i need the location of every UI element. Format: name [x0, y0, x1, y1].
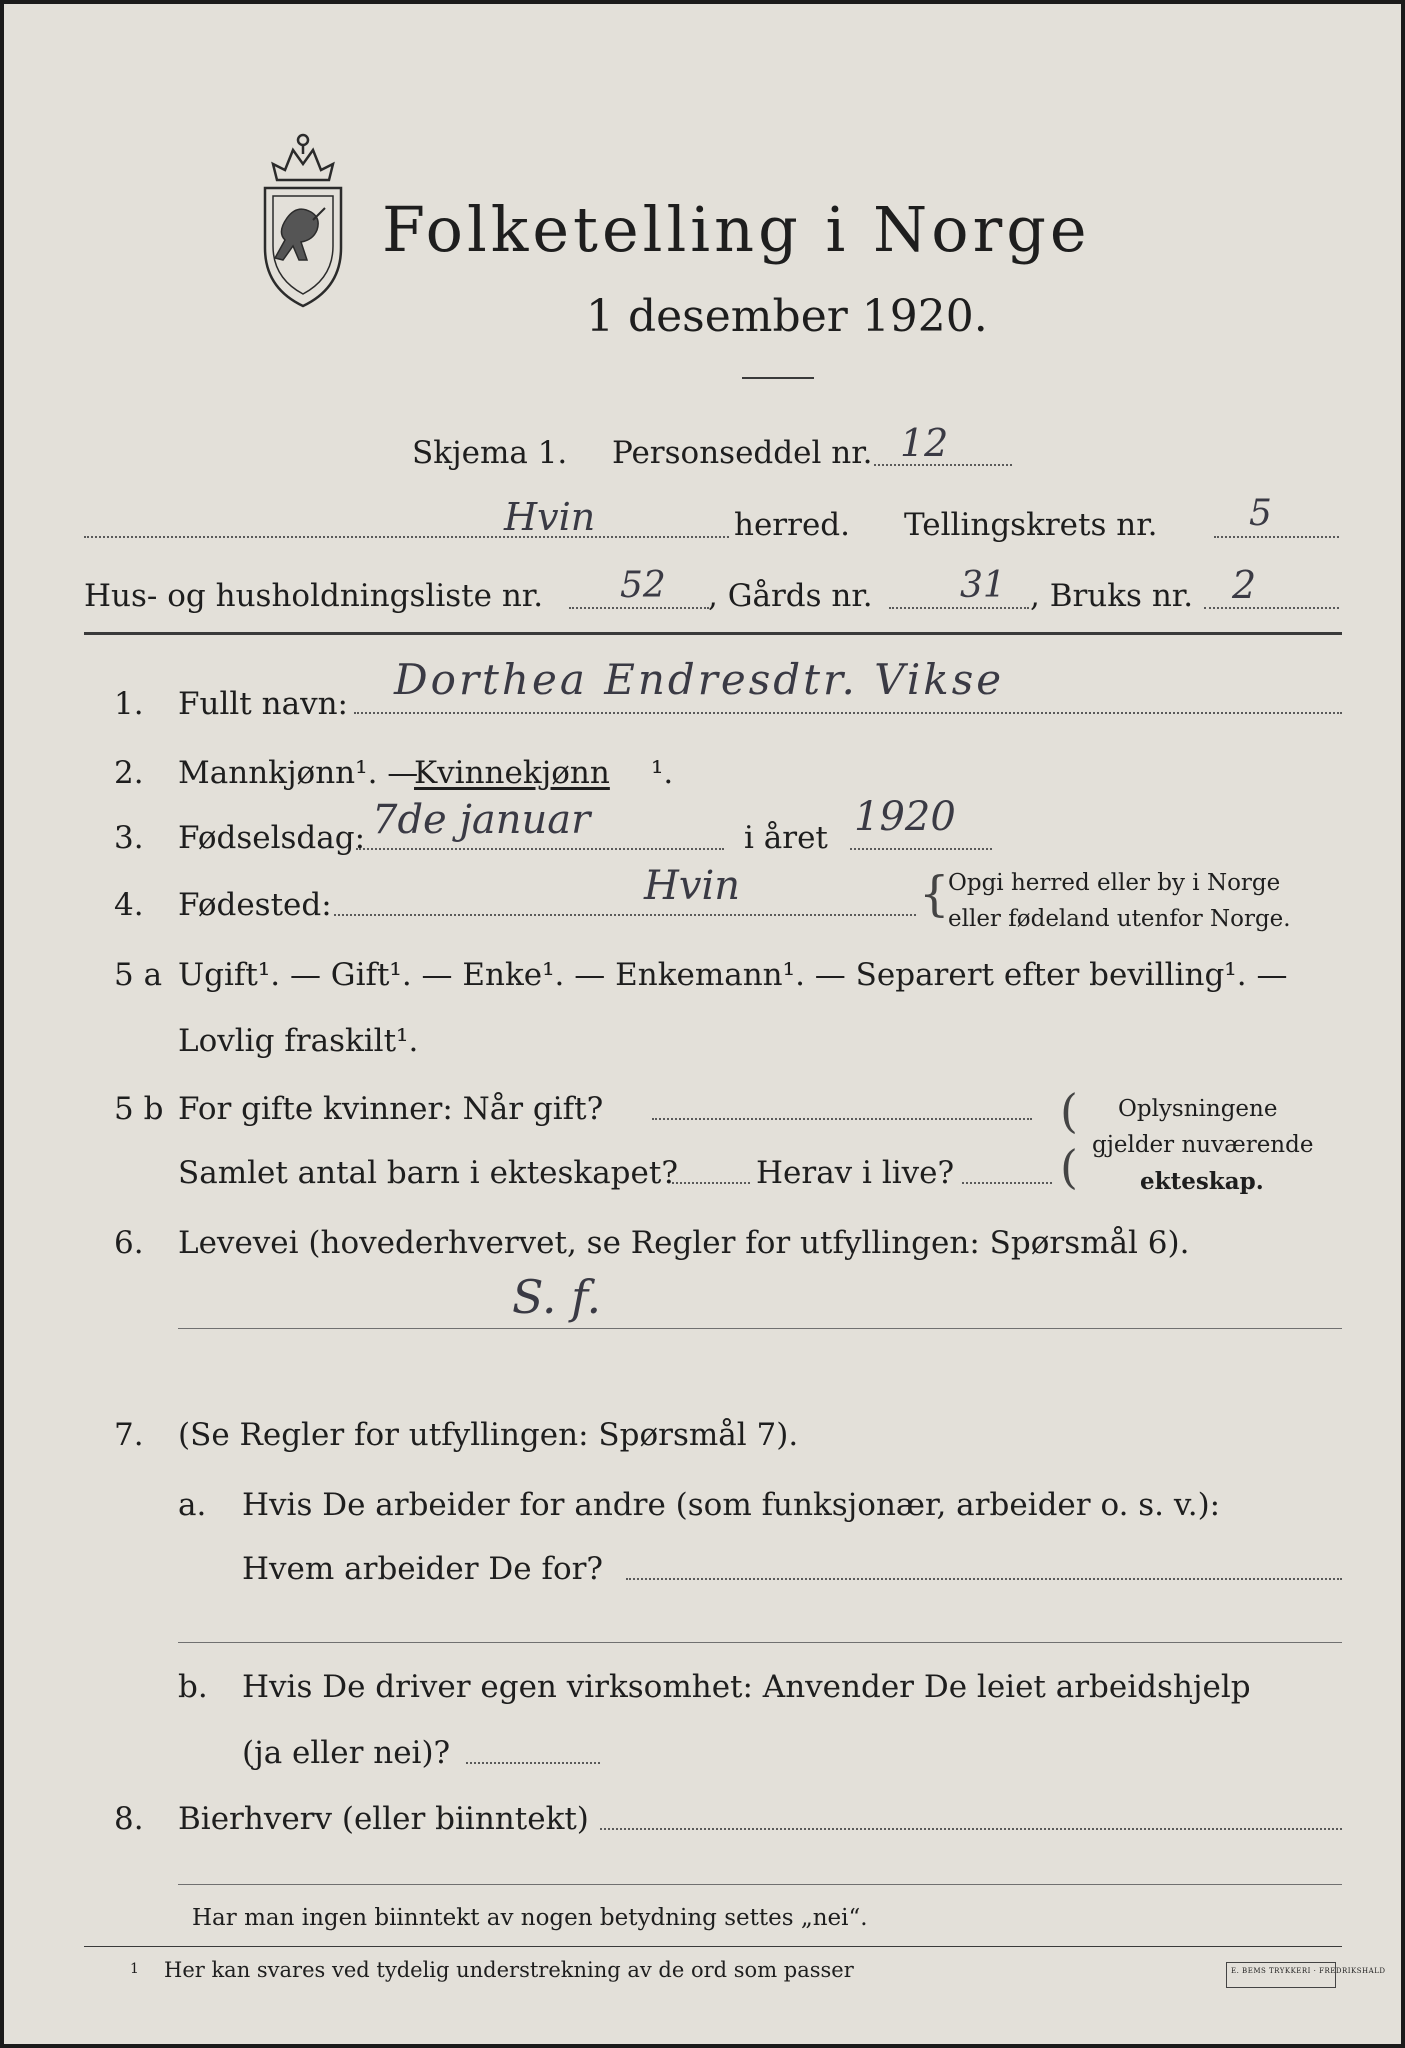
- side-income-extra-line[interactable]: [178, 1884, 1342, 1885]
- q5b-brace-bottom: (: [1060, 1140, 1078, 1194]
- hus-value: 52: [620, 565, 666, 606]
- birth-year-label: i året: [744, 820, 828, 856]
- q5b-brace-top: (: [1060, 1084, 1078, 1138]
- q1-number: 1.: [114, 686, 144, 722]
- employer-field[interactable]: [626, 1578, 1342, 1580]
- q7a-letter: a.: [178, 1487, 207, 1523]
- marital-status-options[interactable]: Ugift¹. — Gift¹. — Enke¹. — Enkemann¹. — Separert efter bevilling¹. —: [178, 957, 1288, 993]
- q1-label: Fullt navn:: [178, 686, 348, 722]
- birthday-field[interactable]: [356, 848, 724, 850]
- tellingskrets-value: 5: [1249, 493, 1272, 534]
- side-income-note: Har man ingen biinntekt av nogen betydning settes „nei“.: [192, 1905, 868, 1931]
- hus-field[interactable]: [569, 607, 709, 609]
- marital-status-divorced[interactable]: Lovlig fraskilt¹.: [178, 1023, 419, 1059]
- employer-label: Hvem arbeider De for?: [242, 1551, 604, 1587]
- footer-separator: [84, 1946, 1342, 1947]
- q7b-letter: b.: [178, 1669, 208, 1705]
- q7-label: (Se Regler for utfyllingen: Spørsmål 7).: [178, 1417, 799, 1453]
- birthplace-field[interactable]: [334, 914, 916, 916]
- herred-field[interactable]: [84, 536, 729, 538]
- bruks-label: , Bruks nr.: [1030, 578, 1194, 614]
- q2-suffix: ¹.: [651, 755, 674, 791]
- q7-number: 7.: [114, 1417, 144, 1453]
- q7b-line1: Hvis De driver egen virksomhet: Anvender De leiet arbeidshjelp: [242, 1669, 1251, 1705]
- q5a-number: 5 a: [114, 957, 163, 993]
- q5b-note-1: Oplysningene: [1118, 1096, 1278, 1122]
- gards-value: 31: [960, 565, 1006, 606]
- occupation-field[interactable]: [178, 1328, 1342, 1329]
- printer-stamp: E. BEMS TRYKKERI · FREDRIKSHALD: [1226, 1962, 1336, 1988]
- q5b-note-2: gjelder nuværende: [1092, 1132, 1314, 1158]
- header-separator: [84, 632, 1342, 635]
- q3-number: 3.: [114, 820, 144, 856]
- occupation-value: S. f.: [512, 1270, 602, 1324]
- gards-field[interactable]: [889, 607, 1029, 609]
- full-name-value: Dorthea Endresdtr. Vikse: [394, 655, 1005, 704]
- birth-year-value: 1920: [854, 794, 956, 840]
- birthday-value: 7de januar: [372, 797, 591, 843]
- hired-help-field[interactable]: [466, 1762, 600, 1764]
- q8-number: 8.: [114, 1801, 144, 1837]
- q2-number: 2.: [114, 755, 144, 791]
- form-title: Folketelling i Norge: [382, 193, 1091, 266]
- gender-male-option[interactable]: Mannkjønn¹. —: [178, 755, 419, 791]
- side-income-field[interactable]: [600, 1828, 1342, 1830]
- birthplace-note-1: Opgi herred eller by i Norge: [948, 870, 1281, 896]
- q5b-note-3: ekteskap.: [1140, 1168, 1264, 1195]
- bruks-value: 2: [1232, 563, 1257, 607]
- personseddel-label: Personseddel nr.: [612, 435, 873, 471]
- q5b-number: 5 b: [114, 1091, 164, 1127]
- hus-label: Hus- og husholdningsliste nr.: [84, 578, 544, 614]
- birthday-label: Fødselsdag:: [178, 820, 366, 856]
- title-divider: [742, 377, 814, 379]
- census-date: 1 desember 1920.: [586, 291, 988, 342]
- footnote-text: Her kan svares ved tydelig understrekning av de ord som passer: [164, 1958, 854, 1982]
- married-when-label: For gifte kvinner: Når gift?: [178, 1091, 604, 1127]
- children-alive-field[interactable]: [962, 1182, 1052, 1184]
- q7a-extra-line[interactable]: [178, 1642, 1342, 1643]
- coat-of-arms-icon: [247, 128, 359, 310]
- birthplace-label: Fødested:: [178, 887, 332, 923]
- bruks-field[interactable]: [1204, 607, 1339, 609]
- gards-label: , Gårds nr.: [708, 578, 873, 614]
- skjema-label: Skjema 1.: [412, 435, 568, 471]
- personseddel-value: 12: [900, 421, 949, 465]
- census-form-page: [4, 4, 1401, 2044]
- married-when-field[interactable]: [652, 1118, 1032, 1120]
- hired-help-label: (ja eller nei)?: [242, 1735, 451, 1771]
- children-count-field[interactable]: [672, 1182, 750, 1184]
- q7a-line1: Hvis De arbeider for andre (som funksjonær, arbeider o. s. v.):: [242, 1487, 1221, 1523]
- occupation-label: Levevei (hovederhvervet, se Regler for utfyllingen: Spørsmål 6).: [178, 1225, 1190, 1261]
- herred-value: Hvin: [504, 495, 596, 539]
- children-count-label: Samlet antal barn i ekteskapet?: [178, 1155, 678, 1191]
- gender-female-option[interactable]: Kvinnekjønn: [414, 755, 610, 791]
- birthplace-note-2: eller fødeland utenfor Norge.: [948, 906, 1291, 932]
- birth-year-field[interactable]: [850, 848, 992, 850]
- full-name-field[interactable]: [354, 712, 1342, 714]
- q4-number: 4.: [114, 887, 144, 923]
- tellingskrets-label: Tellingskrets nr.: [904, 507, 1158, 543]
- q6-number: 6.: [114, 1225, 144, 1261]
- children-alive-label: Herav i live?: [756, 1155, 955, 1191]
- side-income-label: Bierhverv (eller biinntekt): [178, 1801, 589, 1837]
- footnote-mark: 1: [130, 1961, 139, 1977]
- herred-label: herred.: [734, 507, 850, 543]
- tellingskrets-field[interactable]: [1214, 536, 1339, 538]
- birthplace-value: Hvin: [644, 863, 741, 909]
- q4-brace: {: [919, 866, 950, 922]
